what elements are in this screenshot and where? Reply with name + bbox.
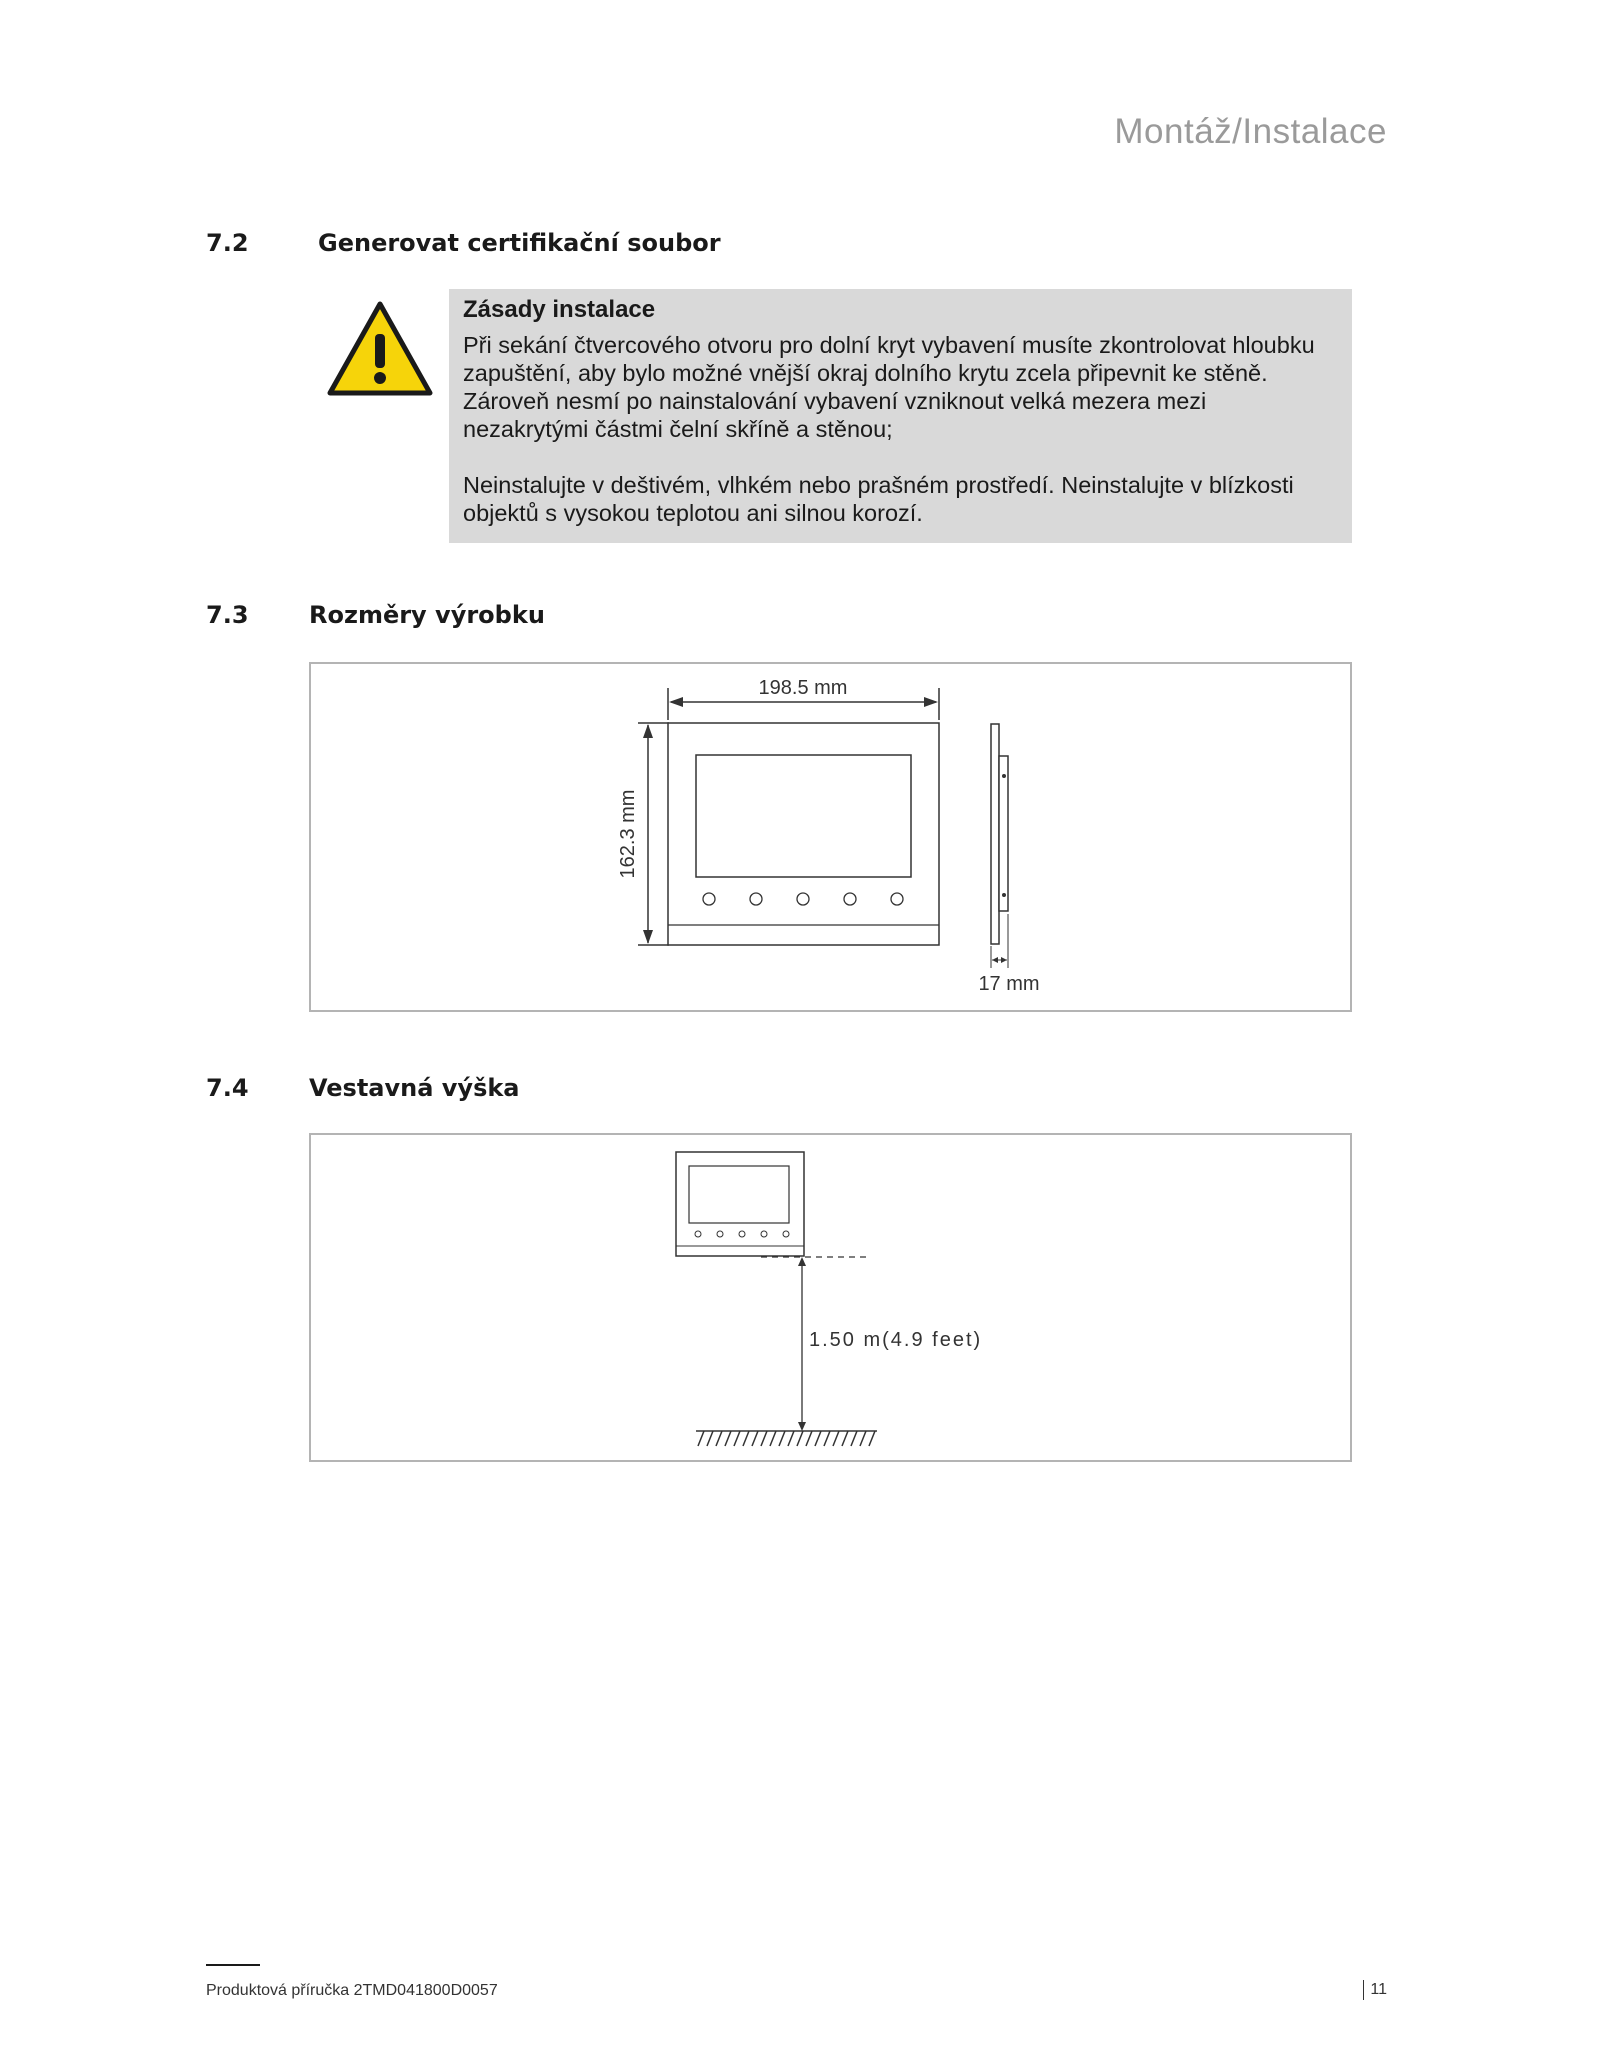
section-7-4-number: 7.4 [206, 1074, 249, 1102]
floor-hatch-mark [815, 1431, 821, 1446]
floor-hatch-mark [707, 1431, 713, 1446]
device-front-view [668, 723, 939, 945]
width-label: 198.5 mm [758, 677, 848, 699]
section-7-2-title: Generovat certifikační soubor [318, 229, 721, 257]
warning-triangle-icon [326, 300, 434, 398]
floor-hatch [696, 1431, 877, 1446]
footer-rule [206, 1964, 260, 1966]
note-title: Zásady instalace [463, 296, 656, 323]
page-header-title: Montáž/Instalace [1114, 112, 1387, 151]
floor-hatch-mark [725, 1431, 731, 1446]
mounting-height-figure [309, 1133, 1352, 1462]
floor-hatch-mark [734, 1431, 740, 1446]
floor-hatch-mark [851, 1431, 857, 1446]
floor-hatch-mark [770, 1431, 776, 1446]
floor-hatch-mark [806, 1431, 812, 1446]
floor-hatch-mark [716, 1431, 722, 1446]
section-7-3-title: Rozměry výrobku [309, 601, 545, 629]
mounting-height-label: 1.50 m(4.9 feet) [809, 1329, 983, 1351]
height-label: 162.3 mm [617, 789, 639, 879]
footer-page-number: 11 [1363, 1980, 1387, 2000]
footer-doc-label: Produktová příručka 2TMD041800D0057 [206, 1982, 498, 1999]
section-7-4-title: Vestavná výška [309, 1074, 520, 1102]
floor-hatch-mark [752, 1431, 758, 1446]
section-7-2-number: 7.2 [206, 229, 249, 257]
note-paragraph-1: Při sekání čtvercového otvoru pro dolní kryt vybavení musíte zkontrolovat hloubku zapuštění, aby bylo možné vnější okraj dolního krytu zcela připevnit ke stěně. Zároveň nesmí po nainstalování vybavení vzniknout velká mezera mezi nezakrytými částmi čelní skříně a stěnou; [463, 332, 1315, 442]
floor-hatch-mark [824, 1431, 830, 1446]
floor-hatch-mark [761, 1431, 767, 1446]
height-arrow [798, 1257, 806, 1431]
installation-note-box [449, 289, 1352, 543]
floor-hatch-mark [797, 1431, 803, 1446]
section-7-3-number: 7.3 [206, 601, 249, 629]
floor-hatch-mark [743, 1431, 749, 1446]
floor-hatch-mark [842, 1431, 848, 1446]
floor-hatch-mark [860, 1431, 866, 1446]
height-dimension [638, 723, 669, 945]
floor-hatch-mark [833, 1431, 839, 1446]
floor-hatch-mark [788, 1431, 794, 1446]
product-dimensions-figure [309, 662, 1352, 1012]
floor-hatch-mark [698, 1431, 704, 1446]
depth-label: 17 mm [978, 973, 1040, 995]
floor-hatch-mark [779, 1431, 785, 1446]
floor-hatch-mark [869, 1431, 875, 1446]
note-paragraph-2: Neinstalujte v deštivém, vlhkém nebo prašném prostředí. Neinstalujte v blízkosti objektů s vysokou teplotou ani silnou korozí. [463, 472, 1294, 526]
device-side-view [991, 724, 1008, 968]
device-mounted [676, 1152, 804, 1256]
